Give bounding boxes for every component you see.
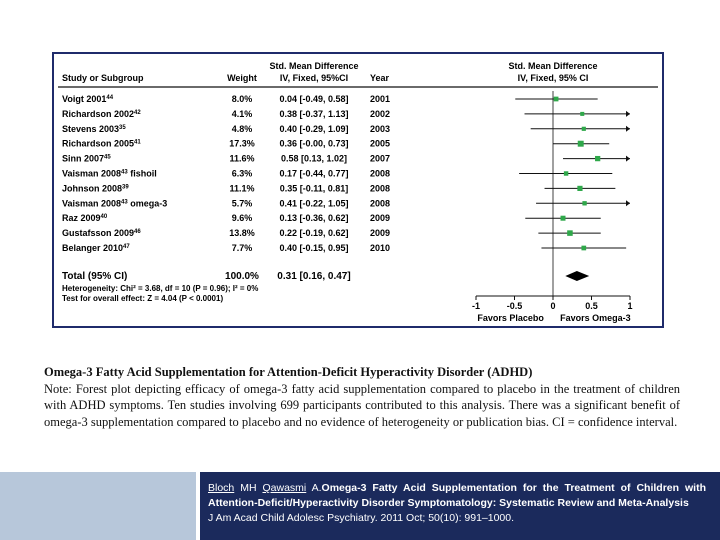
study-year-9: 2009 [370, 213, 391, 224]
caption-title: Omega-3 Fatty Acid Supplementation for Attention-Deficit Hyperactivity Disorder (ADHD) [44, 365, 533, 379]
study-ci-3: 0.40 [-0.29, 1.09] [279, 123, 349, 134]
study-weight-5: 11.6% [229, 153, 255, 164]
study-year-4: 2005 [370, 138, 391, 149]
effect-square-6 [564, 171, 568, 175]
study-ci-9: 0.13 [-0.36, 0.62] [279, 213, 349, 224]
forest-plot-figure [52, 52, 664, 328]
study-ci-6: 0.17 [-0.44, 0.77] [279, 168, 349, 179]
study-label-6: Vaisman 2008$^{43}$ fishoil [62, 168, 157, 179]
study-ci-2: 0.38 [-0.37, 1.13] [279, 108, 349, 119]
effect-square-1 [554, 97, 559, 102]
header-smd-line1: Std. Mean Difference [269, 61, 359, 71]
ci-arrow-8 [626, 200, 630, 206]
header-year: Year [370, 73, 390, 83]
study-label-2: Richardson 2002$^{42}$ [62, 108, 141, 119]
study-weight-2: 4.1% [231, 108, 253, 119]
study-weight-8: 5.7% [231, 198, 253, 209]
x-tick-label-2: -0.5 [506, 301, 523, 311]
study-label-10: Gustafsson 2009$^{46}$ [62, 228, 141, 239]
study-weight-4: 17.3% [229, 138, 255, 149]
study-year-8: 2008 [370, 198, 391, 209]
study-year-11: 2010 [370, 243, 391, 253]
effect-square-7 [577, 186, 582, 191]
effect-square-11 [581, 246, 586, 251]
overall-effect-text: Test for overall effect: Z = 4.04 (P < 0.0001) [62, 294, 224, 303]
study-ci-5: 0.58 [0.13, 1.02] [280, 153, 348, 164]
header-weight: Weight [227, 73, 257, 83]
header-plot-line1: Std. Mean Difference [508, 61, 598, 71]
study-weight-6: 6.3% [231, 168, 253, 179]
study-ci-10: 0.22 [-0.19, 0.62] [279, 228, 349, 239]
article-title: Omega-3 Fatty Acid Supplementation for the Treatment of Children with Attention-Deficit/Hyperactivity Disorder Symptomatology: Systematic Review and Meta-Analysis [208, 482, 706, 509]
figure-caption [44, 364, 680, 430]
study-year-10: 2009 [370, 228, 391, 239]
heterogeneity-text: Heterogeneity: Chi² = 3.68, df = 10 (P = 0.96); I² = 0% [62, 284, 259, 293]
effect-square-9 [561, 216, 566, 221]
reference-text [200, 472, 720, 526]
caption-note: Note: Forest plot depicting efficacy of omega-3 fatty acid supplementation compared to placebo in the treatment of children with ADHD symptoms. Ten studies involving 699 participants contributed to this analysis. There was a significant benefit of omega-3 supplementation compared to placebo and no evidence of heterogeneity or publication bias. CI = confidence interval. [44, 381, 680, 429]
study-label-1: Voigt 2001$^{44}$ [62, 94, 114, 104]
header-plot-line2: IV, Fixed, 95% CI [517, 73, 589, 83]
author1-initials: MH [234, 482, 263, 494]
header-study: Study or Subgroup [62, 73, 144, 83]
total-weight: 100.0% [225, 271, 259, 282]
effect-square-8 [582, 201, 586, 205]
ci-arrow-3 [626, 126, 630, 132]
x-tick-label-5: 1 [627, 301, 633, 311]
study-label-11: Belanger 2010$^{47}$ [62, 243, 130, 253]
study-year-2: 2002 [370, 108, 391, 119]
total-diamond [565, 271, 589, 281]
study-year-1: 2001 [370, 94, 391, 104]
author-link-qawasmi[interactable]: Qawasmi [262, 482, 307, 494]
study-label-4: Richardson 2005$^{41}$ [62, 138, 141, 149]
study-weight-10: 13.8% [229, 228, 255, 239]
forest-plot [54, 54, 662, 326]
study-weight-11: 7.7% [231, 243, 253, 253]
header-smd-line2: IV, Fixed, 95%CI [279, 73, 349, 83]
x-tick-label-4: 0.5 [585, 301, 598, 311]
study-ci-8: 0.41 [-0.22, 1.05] [279, 198, 349, 209]
study-label-5: Sinn 2007$^{45}$ [62, 153, 111, 164]
footer-left-panel [0, 472, 196, 540]
study-ci-1: 0.04 [-0.49, 0.58] [279, 94, 349, 104]
study-year-5: 2007 [370, 153, 391, 164]
effect-square-5 [595, 156, 600, 161]
study-ci-11: 0.40 [-0.15, 0.95] [279, 243, 349, 253]
total-label: Total (95% CI) [62, 271, 128, 282]
study-weight-1: 8.0% [231, 94, 253, 104]
footer-reference-panel [200, 472, 720, 540]
effect-square-4 [578, 141, 584, 147]
ci-arrow-5 [626, 156, 630, 162]
effect-square-2 [580, 112, 584, 116]
study-year-6: 2008 [370, 168, 391, 179]
study-weight-9: 9.6% [231, 213, 253, 224]
author2-initials: A. [306, 482, 322, 494]
study-label-7: Johnson 2008$^{39}$ [62, 183, 129, 194]
ci-arrow-2 [626, 111, 630, 117]
study-label-3: Stevens 2003$^{35}$ [62, 123, 126, 134]
study-weight-3: 4.8% [231, 123, 253, 134]
study-ci-7: 0.35 [-0.11, 0.81] [279, 183, 349, 194]
effect-square-10 [567, 230, 573, 236]
study-label-9: Raz 2009$^{40}$ [62, 213, 108, 224]
x-tick-label-1: -1 [471, 301, 481, 311]
study-weight-7: 11.1% [229, 183, 255, 194]
x-tick-label-3: 0 [550, 301, 556, 311]
study-ci-4: 0.36 [-0.00, 0.73] [279, 138, 349, 149]
favors-right-label: Favors Omega-3 [560, 313, 631, 323]
total-ci: 0.31 [0.16, 0.47] [277, 271, 351, 282]
favors-left-label: Favors Placebo [477, 313, 544, 323]
study-year-3: 2003 [370, 123, 391, 134]
author-link-bloch[interactable]: Bloch [208, 482, 235, 494]
journal-citation: J Am Acad Child Adolesc Psychiatry. 2011 Oct; 50(10): 991–1000. [208, 512, 515, 524]
effect-square-3 [582, 127, 586, 131]
study-label-8: Vaisman 2008$^{43}$ omega-3 [62, 198, 168, 209]
study-year-7: 2008 [370, 183, 391, 194]
